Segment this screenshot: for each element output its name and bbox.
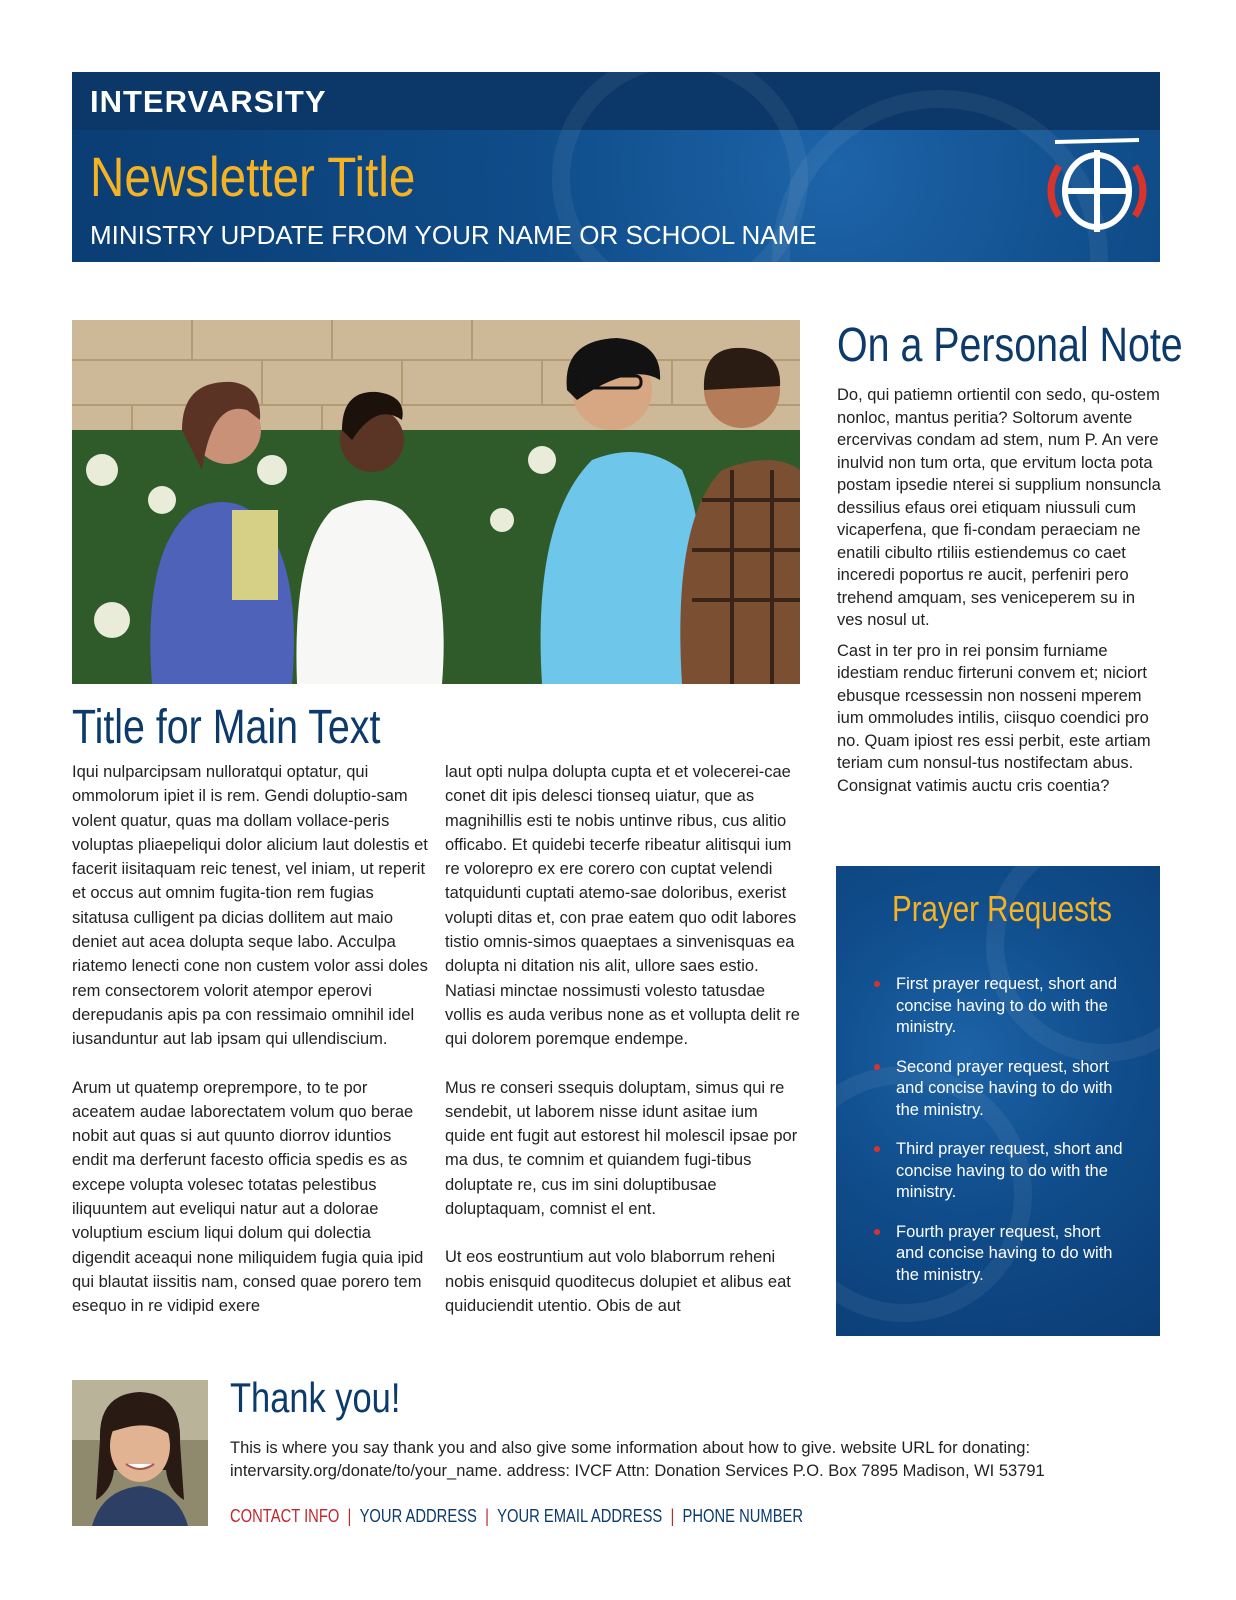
main-text-column-2 — [445, 760, 801, 1318]
list-item — [836, 974, 1160, 1039]
contact-email: YOUR EMAIL ADDRESS — [497, 1506, 663, 1526]
bullet-icon — [874, 981, 880, 987]
prayer-request-list — [836, 974, 1160, 1304]
author-portrait — [72, 1380, 208, 1526]
contact-address: YOUR ADDRESS — [359, 1506, 477, 1526]
intervarsity-logo-icon — [1047, 136, 1147, 246]
prayer-requests-box — [836, 866, 1160, 1336]
contact-info-label: CONTACT INFO — [230, 1506, 340, 1526]
thank-you-title: Thank you! — [230, 1374, 401, 1421]
prayer-request-text: Second prayer request, short and concise having to do with the ministry. — [896, 1057, 1113, 1119]
bullet-icon — [874, 1229, 880, 1235]
main-paragraph: Mus re conseri ssequis doluptam, simus qui re sendebit, ut laborem nisse idunt asitae ium quide ent fugit aut estorest hil molescil ipsae por ma dus, te comnim et quiandem fugi-tibus doluptate re, cus im sini doluptibusae doluptaquam, comnist el ent. — [445, 1078, 798, 1219]
portrait-image — [72, 1380, 208, 1526]
newsletter-title: Newsletter Title — [90, 145, 416, 208]
separator: | — [347, 1506, 352, 1526]
note-paragraph: Do, qui patiemn ortientil con sedo, qu-ostem nonloc, mantus peritia? Soltorum avente ercervivas condam ad stem, num P. An vere inulvid non tum orta, que ervitum locta pota postam ipsedie nterei si supplium nonsuncla dessilius efaus orei etiquam niussuli cum vicaperfena, que fi-condam peraeciam ne enatili cibulto rtiliis estiendemus co caet inceredi poportus re aucit, perfeniri pero trehend amquam, ses veniceperem su in ves nosul ut. — [837, 386, 1161, 629]
contact-phone: PHONE NUMBER — [682, 1506, 804, 1526]
prayer-request-text: First prayer request, short and concise having to do with the ministry. — [896, 975, 1118, 1036]
main-paragraph: Arum ut quatemp oreprempore, to te por aceatem audae laborectatem volum quo berae nobit aut quas si aut quunto diorrov iduntios endit ma derferunt facesto officia spedis es as excepe volupta volesec totatas pelestibus iliquuntem aut eveliqui natur aut a dolorae voluptium escium liqui dolum qui dolectia digendit aceaqui none miliquidem fugia quia ipid qui blautat iissitis nam, consed quae porero tem esequo in re vidipid exere — [72, 1078, 424, 1316]
main-paragraph: laut opti nulpa dolupta cupta et et volecerei-cae conet dit ipis delesci tionseq uiatur, que as magnihillis esti te nobis untinve ribus, cus alitio officabo. Et quidebi tecerfe ribeatur alitisqui ium re volorepro ex ere corero con cuptat velendi tatquidunti cuptati atemo-sae doloribus, exerist volupti ditas et, con prae eatem quo odit labores tistio omnis-simos quaeptaes a sinvenisquas ea dolupta ni ditation nis alit, ullore saes estio. Natiasi minctae nossimusti volesto tatusdae vollis es auda veribus none as et vollupta delit re qui dolorem poremque endempe. — [445, 763, 800, 1049]
bullet-icon — [874, 1064, 880, 1070]
thank-you-text: This is where you say thank you and also give some information about how to give. website URL for donating: intervarsity.org/donate/to/your_name. address: IVCF Attn: Donation Services P.O. Box 7895 Madison, WI 53791 — [230, 1439, 1045, 1480]
newsletter-header — [72, 72, 1160, 262]
main-text-column-1 — [72, 760, 428, 1319]
separator: | — [485, 1506, 489, 1526]
bullet-icon — [874, 1146, 880, 1152]
personal-note-title: On a Personal Note — [837, 319, 1183, 372]
separator: | — [670, 1506, 675, 1526]
brand-wordmark: INTERVARSITY — [90, 84, 327, 119]
students-photo — [72, 320, 800, 684]
note-paragraph: Cast in ter pro in rei ponsim furniame idestiam renduc firteruni convem et; niciort ebusque rcessessin non nosseni mperem ium ommoludes intilis, ciisquo coendici pro no. Quam ipiost res essi perbit, este artiam teriam cum nonsul-tus nostifectam abus. Consignat vatimis auctu cris coentia? — [837, 641, 1151, 795]
main-paragraph: Ut eos eostruntium aut volo blaborrum reheni nobis enisquid quoditecus dolupiet et alibus eat quiduciendit utentio. Obis de aut — [445, 1248, 791, 1315]
main-text-title: Title for Main Text — [72, 701, 381, 754]
list-item — [836, 1139, 1160, 1204]
main-paragraph: Iqui nulparcipsam nulloratqui optatur, qui ommolorum ipiet il is rem. Gendi doluptio-sam volent quatur, quas ma dollam vollace-peris voluptas pliaepeliqui dolor alicium laut dolestis et facerit iisitaquam reic tenest, vel iniam, ut reperit et occus aut omnim fugita-tion rem fugias sitatusa culligent pa dicias dollitem aut maio deniet aut acea dolupta seque labo. Acculpa riatemo lenecti cone non custem volor assi doles rem consectorem volorit atempor eperovi derepudanis apis pa con ressimaio omnihil idel iusanduntur aut lab ipsam qui ullendiscium. — [72, 763, 428, 1049]
prayer-request-text: Third prayer request, short and concise having to do with the ministry. — [896, 1140, 1123, 1201]
contact-info-row — [230, 1506, 803, 1527]
list-item — [836, 1057, 1160, 1122]
prayer-request-text: Fourth prayer request, short and concise having to do with the ministry. — [896, 1222, 1113, 1284]
personal-note-text — [837, 384, 1165, 797]
list-item — [836, 1222, 1160, 1287]
newsletter-subtitle: MINISTRY UPDATE FROM YOUR NAME OR SCHOOL NAME — [90, 220, 817, 250]
prayer-requests-title: Prayer Requests — [892, 888, 1112, 929]
students-photo-image — [72, 320, 800, 684]
